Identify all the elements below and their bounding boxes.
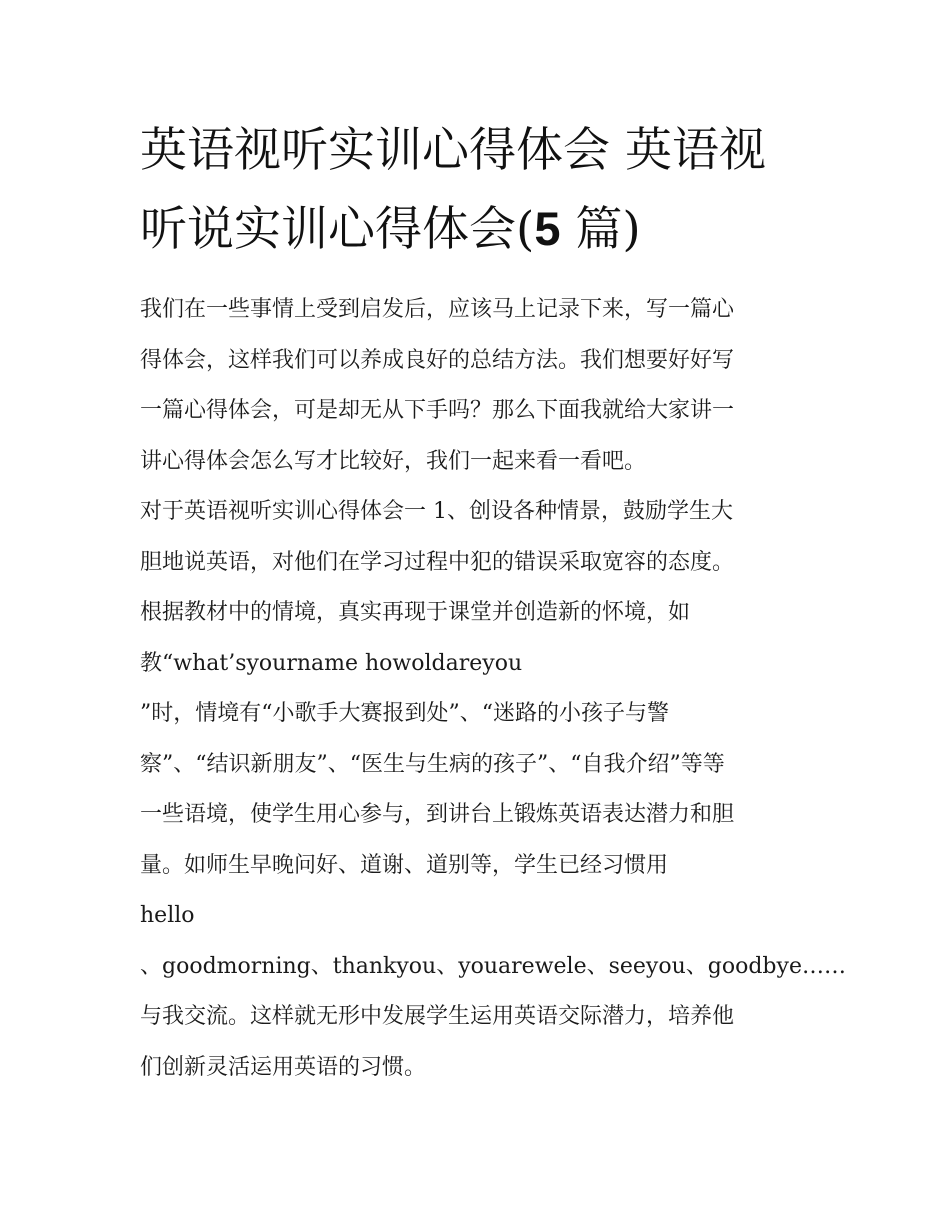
- text-line: 一些语境，使学生用心参与，到讲台上锻炼英语表达潜力和胆: [140, 802, 735, 827]
- text-line: 教“what’syourname howoldareyou: [140, 650, 523, 676]
- title-count: 5: [534, 202, 561, 255]
- text-line: 量。如师生早晚问好、道谢、道别等，学生已经习惯用: [140, 852, 669, 878]
- text-line: ”时，情境有“小歌手大赛报到处”、“迷路的小孩子与警: [140, 701, 669, 726]
- text-line: 察”、“结识新朋友”、“医生与生病的孩子”、“自我介绍”等等: [140, 751, 725, 777]
- text-line: 讲心得体会怎么写才比较好，我们一起来看一看吧。: [140, 448, 647, 474]
- document-title: [140, 112, 812, 269]
- text-line: hello: [140, 903, 195, 928]
- title-line-2-end: 篇): [560, 202, 641, 257]
- paragraph-intro: [140, 285, 812, 487]
- text-line: 我们在一些事情上受到启发后，应该马上记录下来，写一篇心: [140, 297, 735, 322]
- text-line: 们创新灵活运用英语的习惯。: [140, 1054, 427, 1080]
- text-line: 、goodmorning、thankyou、youarewele、seeyou、goodbye……: [140, 953, 846, 979]
- title-line-2: 听说实训心得体会(: [140, 202, 535, 257]
- text-line: 对于英语视听实训心得体会一 1、创设各种情景，鼓励学生大: [140, 499, 733, 524]
- document-body: [140, 112, 846, 1093]
- text-line: 得体会，这样我们可以养成良好的总结方法。我们想要好好写: [140, 347, 735, 373]
- text-line: 一篇心得体会，可是却无从下手吗？那么下面我就给大家讲一: [140, 398, 735, 423]
- text-line: 胆地说英语，对他们在学习过程中犯的错误采取宽容的态度。: [140, 549, 735, 575]
- title-line-1: 英语视听实训心得体会 英语视: [140, 123, 766, 178]
- paragraph-body: [140, 487, 846, 1093]
- text-line: 根据教材中的情境，真实再现于课堂并创造新的怀境，如: [140, 600, 691, 625]
- text-line: 与我交流。这样就无形中发展学生运用英语交际潜力，培养他: [140, 1004, 735, 1029]
